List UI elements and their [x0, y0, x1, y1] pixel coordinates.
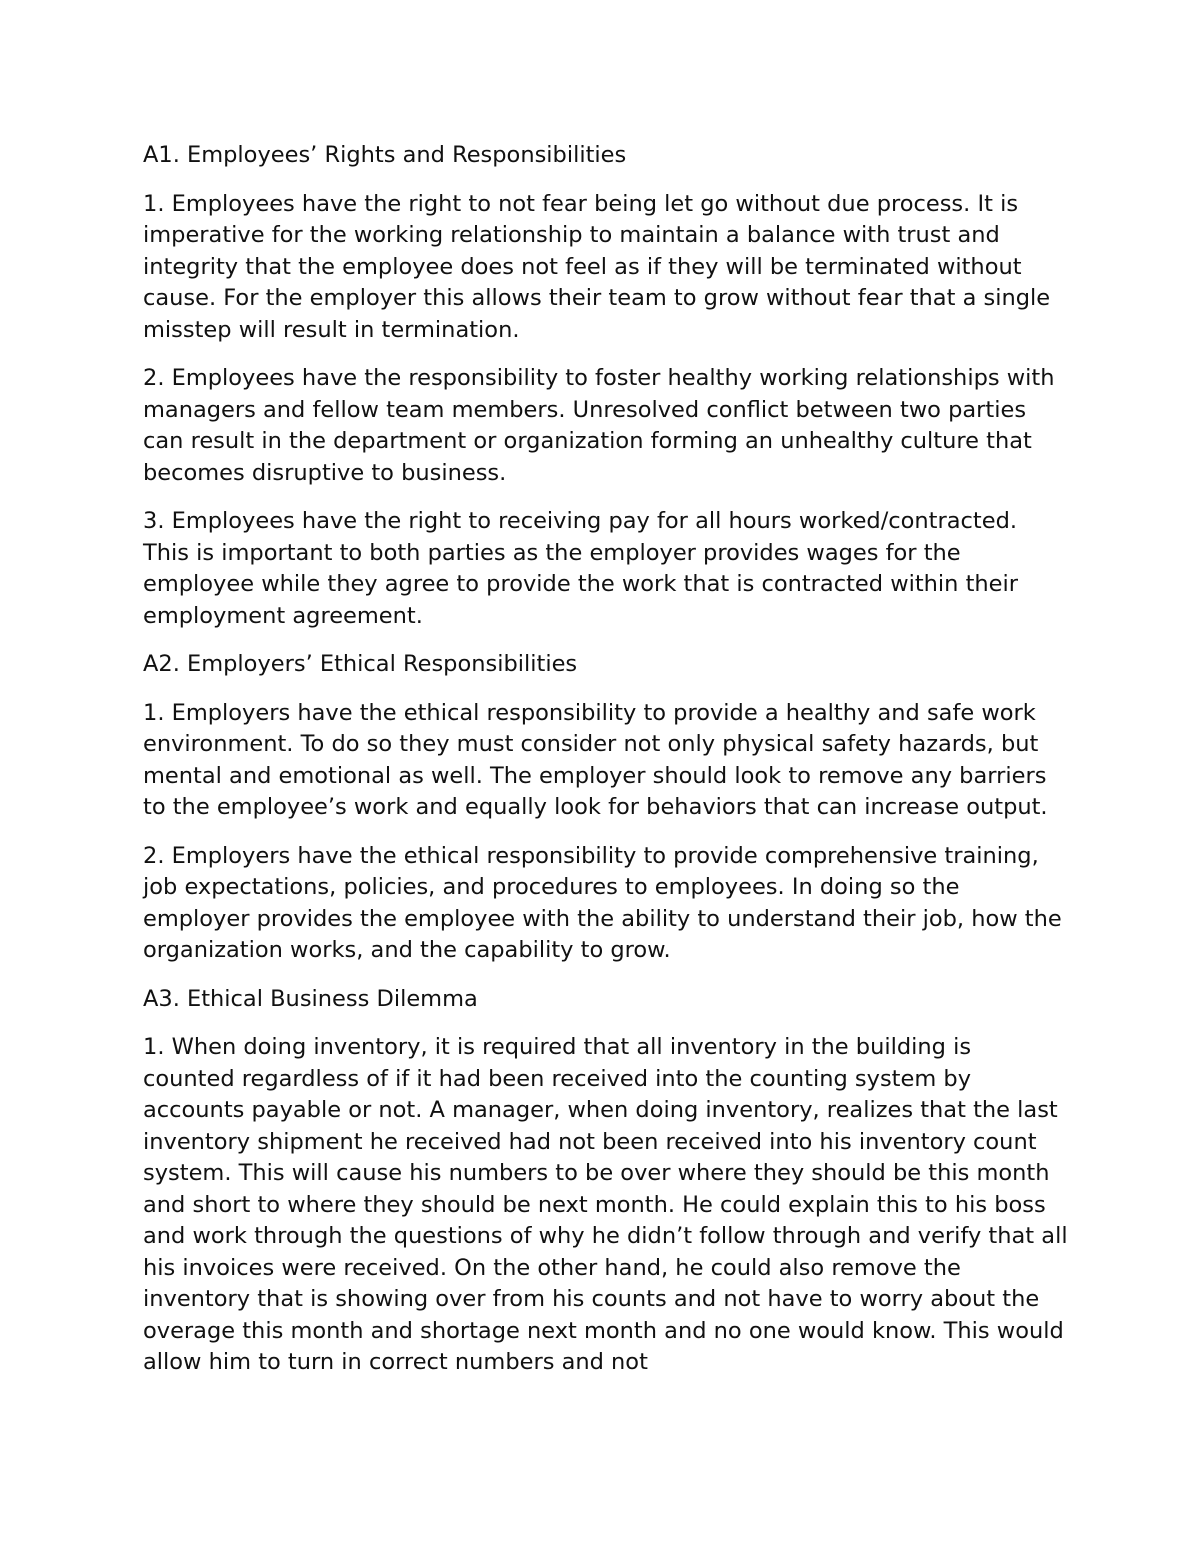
document-body [143, 140, 1068, 1396]
section-heading-a3: A3. Ethical Business Dilemma [143, 985, 478, 1012]
section-heading-a2: A2. Employers’ Ethical Responsibilities [143, 651, 578, 677]
paragraph-a1-2: 2. Employees have the responsibility to foster healthy working relationships with managers and fellow team members. Unresolved conflict between two parties can result in the department or organization forming an unhealthy culture that becomes disruptive to business. [143, 365, 1055, 486]
paragraph-a2-1: 1. Employers have the ethical responsibility to provide a healthy and safe work environment. To do so they must consider not only physical safety hazards, but mental and emotional as well. The employer should look to remove any barriers to the employee’s work and equally look for behaviors that can increase output. [143, 699, 1048, 820]
paragraph-a2-2: 2. Employers have the ethical responsibility to provide comprehensive training, job expectations, policies, and procedures to employees. In doing so the employer provides the employee with the ability to understand their job, how the organization works, and the capability to grow. [143, 842, 1062, 963]
paragraph-a1-1: 1. Employees have the right to not fear being let go without due process. It is imperative for the working relationship to maintain a balance with trust and integrity that the employee does not feel as if they will be terminated without cause. For the employer this allows their team to grow without fear that a single misstep will result in termination. [143, 190, 1051, 343]
paragraph-a3-1: 1. When doing inventory, it is required that all inventory in the building is counted regardless of if it had been received into the counting system by accounts payable or not. A manager, when doing inventory, realizes that the last inventory shipment he received had not been received into his inventory count system. This will cause his numbers to be over where they should be this month and short to where they should be next month. He could explain this to his boss and work through the questions of why he didn’t follow through and verify that all his invoices were received. On the other hand, he could also remove the inventory that is showing over from his counts and not have to worry about the overage this month and shortage next month and no one would know. This would allow him to turn in correct numbers and not [143, 1034, 1068, 1375]
paragraph-a1-3: 3. Employees have the right to receiving pay for all hours worked/contracted. This is important to both parties as the employer provides wages for the employee while they agree to provide the work that is contracted within their employment agreement. [143, 508, 1019, 629]
section-heading-a1: A1. Employees’ Rights and Responsibilities [143, 142, 627, 168]
